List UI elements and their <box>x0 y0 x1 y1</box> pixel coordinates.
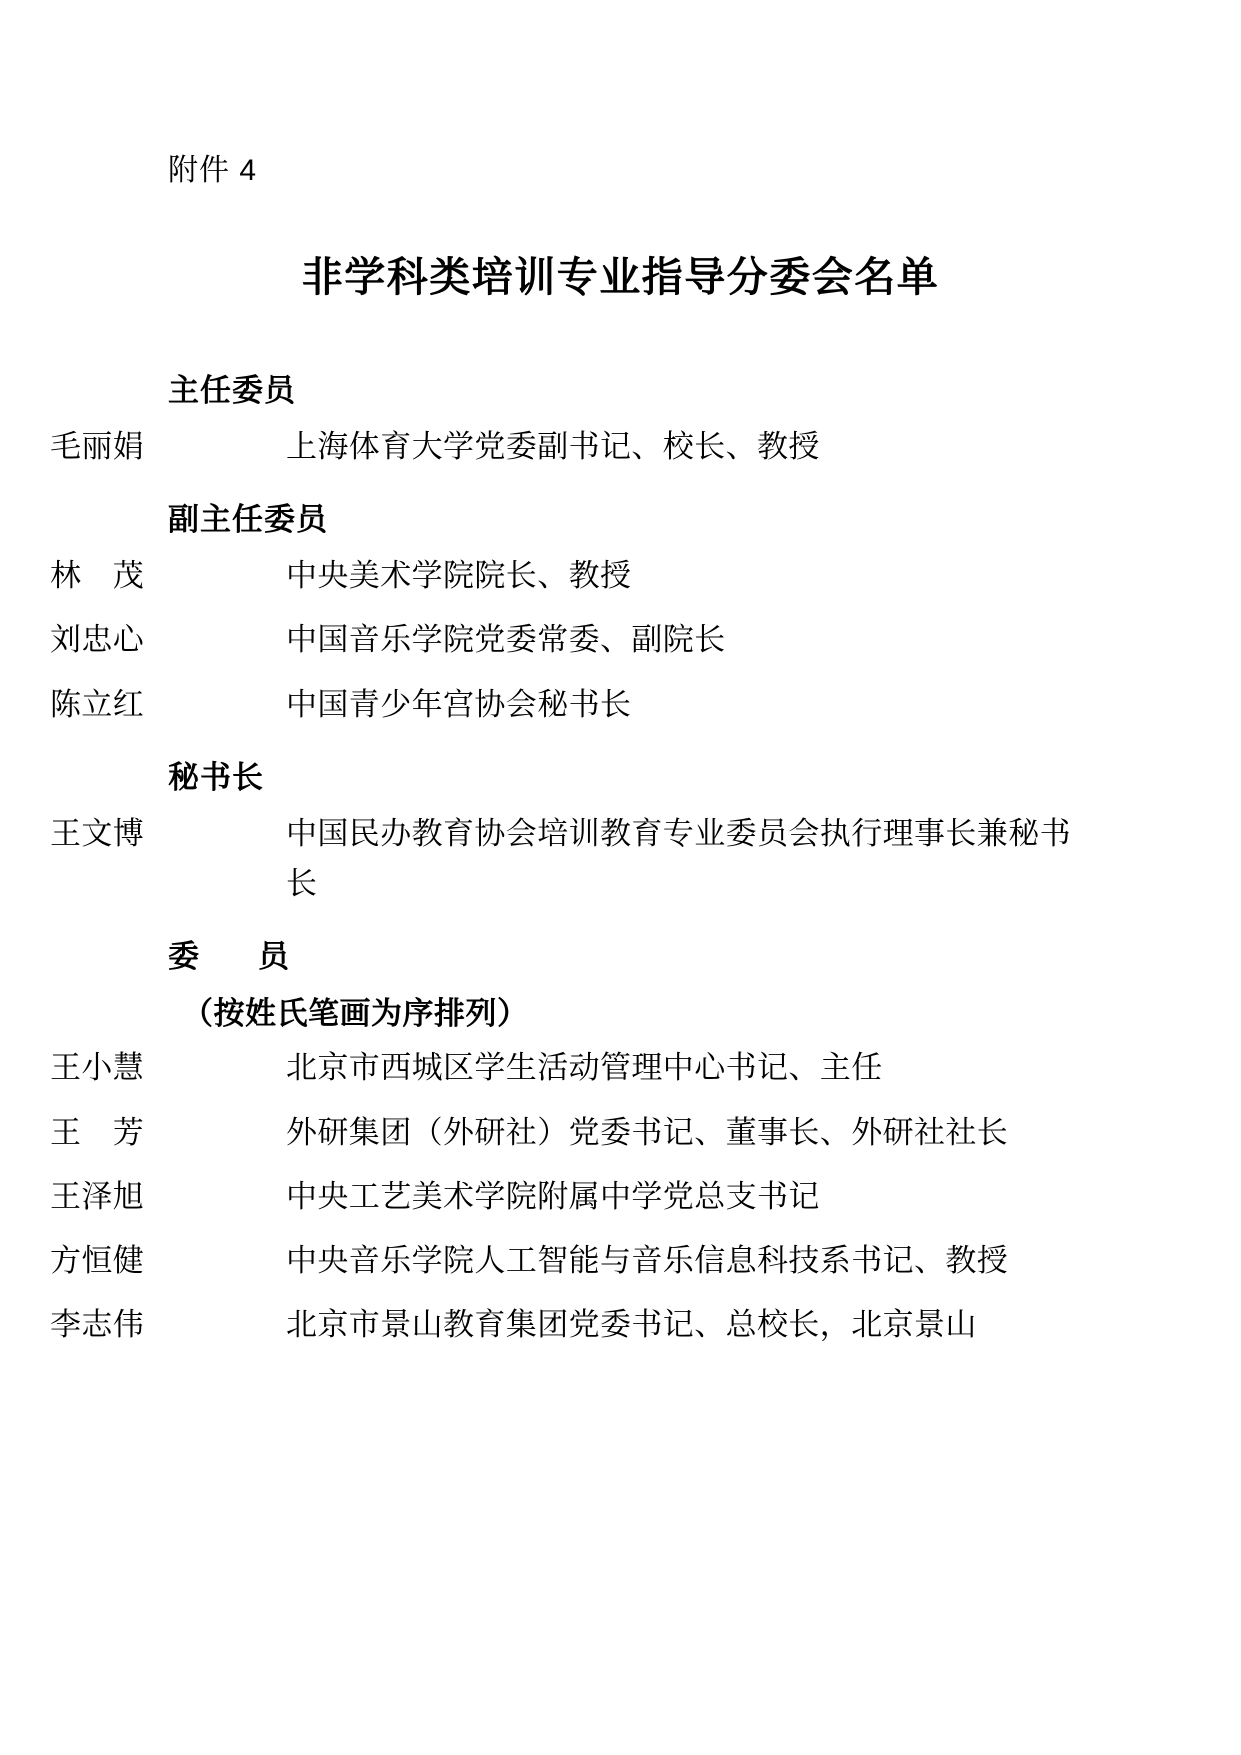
member-entry <box>50 1043 1081 1093</box>
member-entry <box>50 1300 1081 1350</box>
member-entry <box>50 615 1081 665</box>
member-name: 王文博 <box>50 815 145 851</box>
member-role: 北京市西城区学生活动管理中心书记、主任 <box>286 1050 883 1086</box>
member-entry <box>50 551 1081 601</box>
member-role: 上海体育大学党委副书记、校长、教授 <box>286 429 820 464</box>
member-name: 林 茂 <box>50 558 145 594</box>
section-heading: 主任委员 <box>168 373 296 408</box>
section-members <box>50 931 1081 1350</box>
section-secretary-general <box>50 752 1081 909</box>
member-name: 毛丽娟 <box>50 429 145 464</box>
member-role: 中国音乐学院党委常委、副院长 <box>286 622 726 658</box>
member-name: 王 芳 <box>50 1114 145 1150</box>
member-role: 中央音乐学院人工智能与音乐信息科技系书记、教授 <box>286 1242 1009 1278</box>
member-role: 北京市景山教育集团党委书记、总校长，北京景山 <box>286 1307 977 1343</box>
section-heading: 副主任委员 <box>168 502 328 538</box>
member-role: 中央美术学院院长、教授 <box>286 558 632 594</box>
member-name: 刘忠心 <box>50 622 145 658</box>
member-role: 中国民办教育协会培训教育专业委员会执行理事长兼秘书长 <box>286 815 1071 902</box>
member-role: 中国青少年宫协会秘书长 <box>286 686 632 722</box>
section-chair <box>50 365 1081 472</box>
member-entry <box>50 809 1081 909</box>
section-vice-chair <box>50 494 1081 730</box>
section-heading: 秘书长 <box>168 759 264 795</box>
member-entry <box>50 1236 1081 1286</box>
member-name: 王泽旭 <box>50 1178 145 1214</box>
member-entry <box>50 680 1081 730</box>
section-heading: 委 员 <box>168 939 303 975</box>
member-entry <box>50 1108 1081 1158</box>
page-title: 非学科类培训专业指导分委会名单 <box>301 254 940 300</box>
member-role: 中央工艺美术学院附属中学党总支书记 <box>286 1178 820 1214</box>
member-entry <box>50 1172 1081 1222</box>
section-note: （按姓氏笔画为序排列） <box>182 996 529 1032</box>
member-name: 方恒健 <box>50 1242 145 1278</box>
attachment-label: 附件 4 <box>168 154 258 187</box>
member-name: 李志伟 <box>50 1307 145 1343</box>
member-name: 王小慧 <box>50 1050 145 1086</box>
member-entry <box>50 422 1081 472</box>
member-name: 陈立红 <box>50 686 145 722</box>
member-role: 外研集团（外研社）党委书记、董事长、外研社社长 <box>286 1114 1009 1150</box>
